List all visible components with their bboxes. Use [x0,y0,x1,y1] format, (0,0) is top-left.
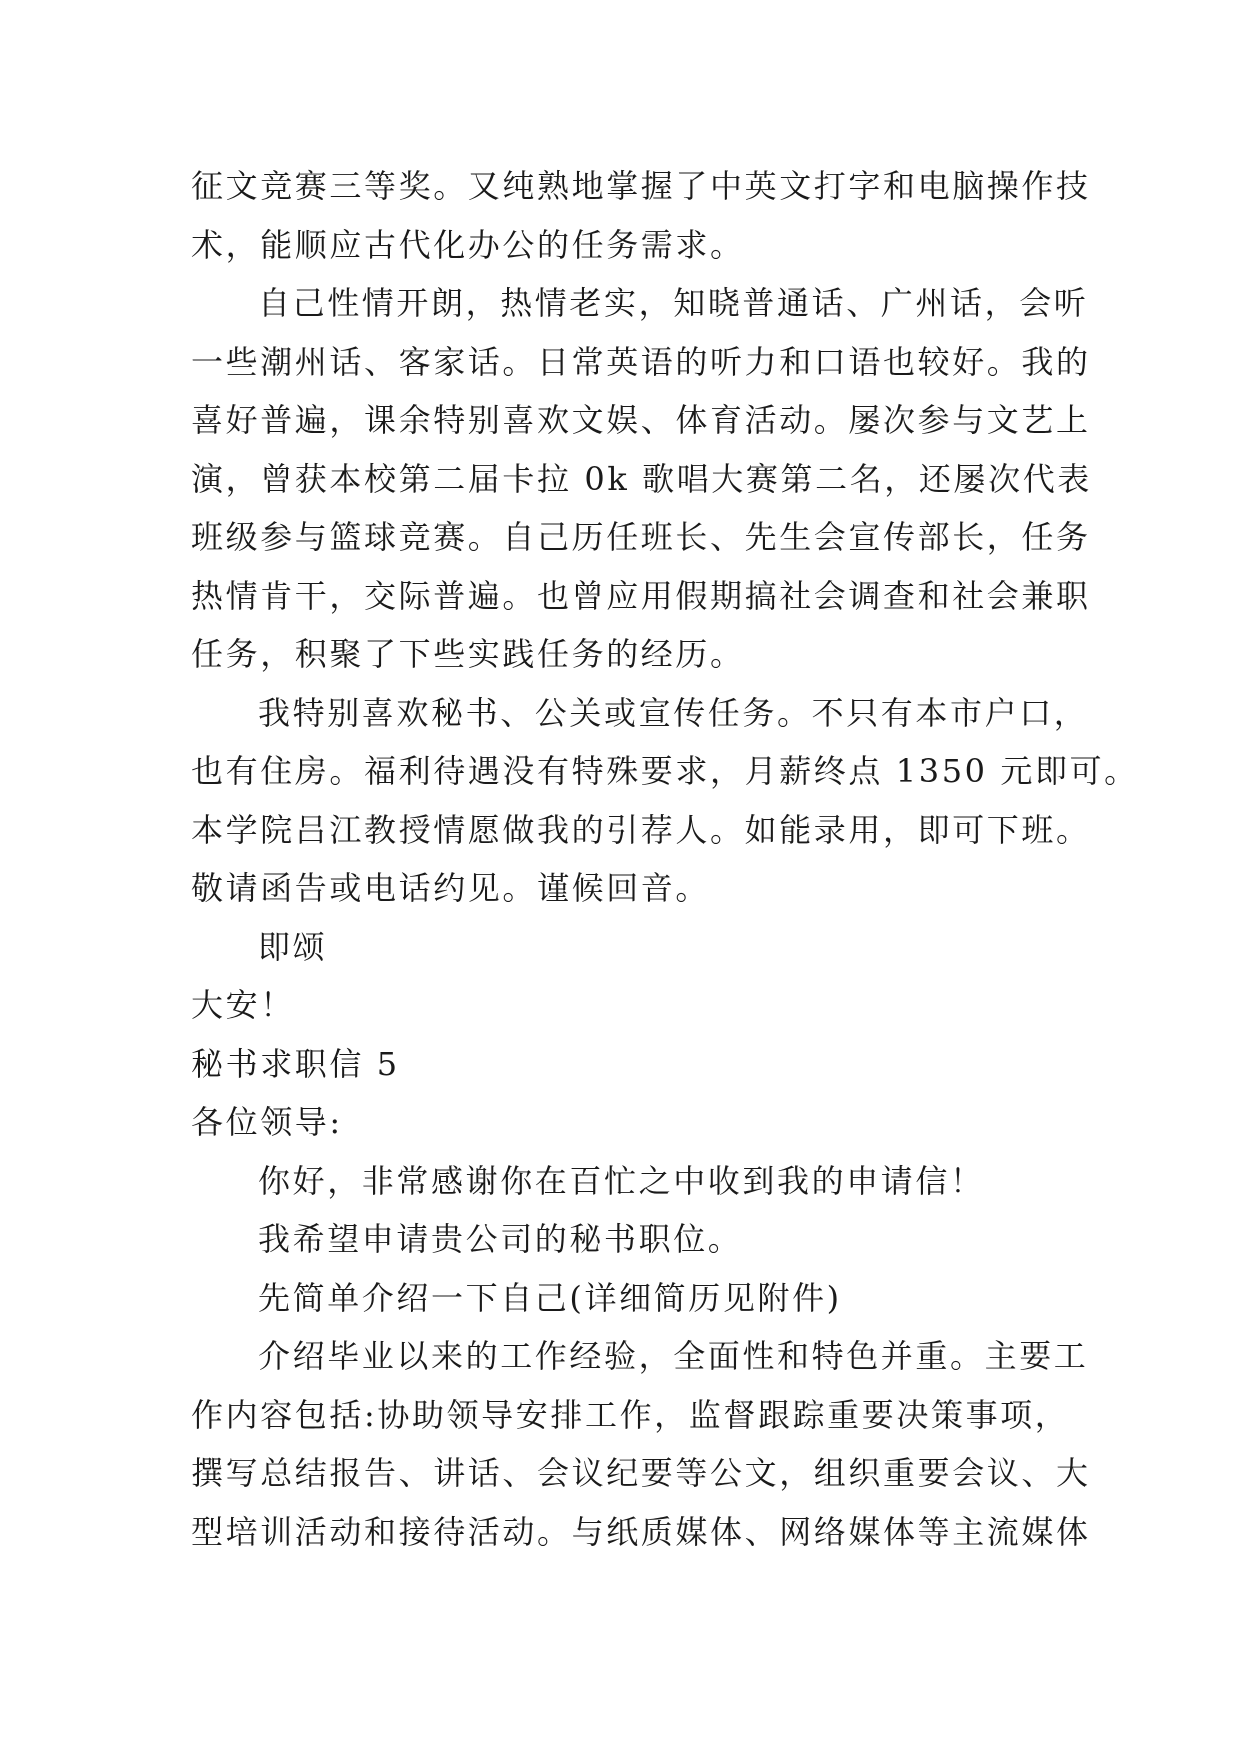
text-line: 我特别喜欢秘书、公关或宣传任务。不只有本市户口， [258,693,1089,732]
text-line: 征文竞赛三等奖。又纯熟地掌握了中英文打字和电脑操作技 [191,167,1091,205]
text-line: 演，曾获本校第二届卡拉 0k 歌唱大赛第二名，还屡次代表 [191,459,1092,498]
text-line: 你好，非常感谢你在百忙之中收到我的申请信！ [258,1161,985,1200]
text-line: 也有住房。福利待遇没有特殊要求，月薪终点 1350 元即可。 [191,752,1139,790]
text-line: 型培训活动和接待活动。与纸质媒体、网络媒体等主流媒体 [191,1512,1091,1551]
text-line: 各位领导: [191,1103,343,1141]
text-line: 作内容包括:协助领导安排工作，监督跟踪重要决策事项， [191,1395,1070,1434]
text-line: 热情肯干，交际普遍。也曾应用假期搞社会调查和社会兼职 [191,576,1091,615]
text-line: 即颂 [258,927,328,966]
document-body [191,157,1139,1561]
text-line: 大安！ [191,986,295,1024]
text-line: 秘书求职信 5 [191,1044,400,1083]
text-line: 我希望申请贵公司的秘书职位。 [258,1220,743,1258]
text-line: 术，能顺应古代化办公的任务需求。 [191,225,745,264]
text-line: 介绍毕业以来的工作经验，全面性和特色并重。主要工 [258,1337,1089,1375]
text-line: 敬请函告或电话约见。谨候回音。 [191,869,711,907]
text-line: 任务，积聚了下些实践任务的经历。 [191,635,745,673]
text-line: 自己性情开朗，热情老实，知晓普通话、广州话，会听 [258,284,1089,322]
text-line: 本学院吕江教授情愿做我的引荐人。如能录用，即可下班。 [191,810,1091,849]
text-line: 喜好普遍，课余特别喜欢文娱、体育活动。屡次参与文艺上 [191,401,1091,439]
text-line: 班级参与篮球竞赛。自己历任班长、先生会宣传部长，任务 [191,518,1091,556]
text-line: 一些潮州话、客家话。日常英语的听力和口语也较好。我的 [191,342,1091,381]
text-line: 先简单介绍一下自己(详细简历见附件) [258,1278,842,1317]
text-line: 撰写总结报告、讲话、会议纪要等公文，组织重要会议、大 [191,1454,1091,1492]
